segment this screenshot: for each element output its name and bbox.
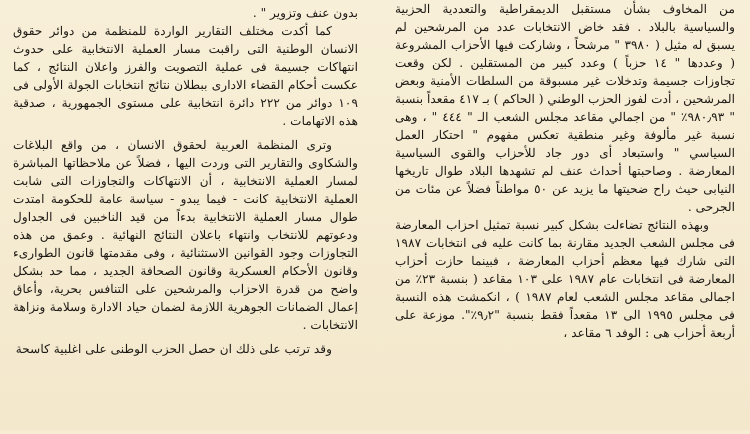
left-paragraph-2: كما أكدت مختلف التقارير الواردة للمنظمة من دوائر حقوق الانسان الوطنية التى راقبت مسار العملية الانتخابية على حدوث انتهاكات جسيمة فى عملية التصويت والفرز واعلان النتائج ، كما عكست أحكام القضاء الادارى ببطلان نتائج انتخابات الجولة الأولى فى ١٠٩ دوائر من ٢٢٢ دائرة انتخابية على مستوى الجمهورية ، صدقية هذه الاتهامات . (13, 24, 358, 128)
left-paragraph-3: وترى المنظمة العربية لحقوق الانسان ، من واقع البلاغات والشكاوى والتقارير التى وردت اليها ، فضلاً عن ملاحظاتها المباشرة لمسار العملية الانتخابية ، أن الانتهاكات والتجاوزات التى شابت العملية الانتخابية كانت - فيما يبدو - سياسة عامة للحكومة امتدت طوال مسار العملية الانتخابية بدءاً من قيد الناخبين فى الجداول ودعوتهم للانتخاب وانتهاء باعلان النتائج النهائية . وعمق من هذه التجاوزات وجود القوانين الاستثنائية ، وفى مقدمتها قانون الطوارىء وقانون الأحكام العسكرية وقانون الصحافة الجديد ، مما حد بشكل واضح من قدرة الاحزاب والمرشحين على التنافس بحرية، وأعاق إعمال الضمانات الجوهرية اللازمة لضمان حياد الادارة وسلامة ونزاهة الانتخابات . (13, 138, 358, 332)
right-paragraph-1: من المخاوف بشأن مستقبل الديمقراطية والتعددية الحزبية والسياسية بالبلاد . فقد خاض الانتخابات عدد من المرشحين لم يسبق له مثيل ( ٣٩٨٠ " مرشحاً ، وشاركت فيها الأحزاب المشروعة ( وعددها " ١٤ حزباً ) وعدد كبير من المستقلين . لكن وقعت تجاوزات جسيمة وتدخلات غير مسبوقة من السلطات الأمنية وبعض المرشحين ، أدت لفوز الحزب الوطني ( الحاكم ) بـ ٤١٧ مقعداً بنسبة " ٩٨٠٫٩٣٪ " من اجمالي مقاعد مجلس الشعب الـ " ٤٤٤ " ، وهى نسبة غير مألوفة وغير منطقية تعكس مفهوم " احتكار العمل السياسي " واستبعاد أى دور جاد للأحزاب والقوى السياسية المعارضة . وصاحبتها أحداث عنف لم تشهدها البلاد طوال تاريخها النيابى حيث راح ضحيتها ما يزيد عن ٥٠ مواطناً فضلاً عن مئات من الجرحى . (395, 2, 735, 214)
left-paragraph-4: وقد ترتب على ذلك ان حصل الحزب الوطنى على اغلبية كاسحة (15, 342, 332, 356)
left-text-column (13, 0, 358, 434)
right-paragraph-2: وبهذه النتائج تضاءلت بشكل كبير نسبة تمثيل احزاب المعارضة فى مجلس الشعب الجديد مقارنة بما كانت عليه فى انتخابات ١٩٨٧ التى شارك فيها معظم أحزاب المعارضة ، فبينما حازت أحزاب المعارضة فى انتخابات عام ١٩٨٧ على ١٠٣ مقاعد ( بنسبة ٢٣٪ من اجمالى مقاعد مجلس الشعب لعام ١٩٨٧ ) ، انكمشت هذه النسبة فى مجلس ١٩٩٥ الى ١٣ مقعداً فقط بنسبة "٩٫٢٪". موزعة على أربعة أحزاب هى : الوفد ٦ مقاعد ، (395, 218, 735, 340)
right-text-column (395, 0, 735, 430)
left-paragraph-1: بدون عنف وتزوير " . (252, 6, 358, 20)
